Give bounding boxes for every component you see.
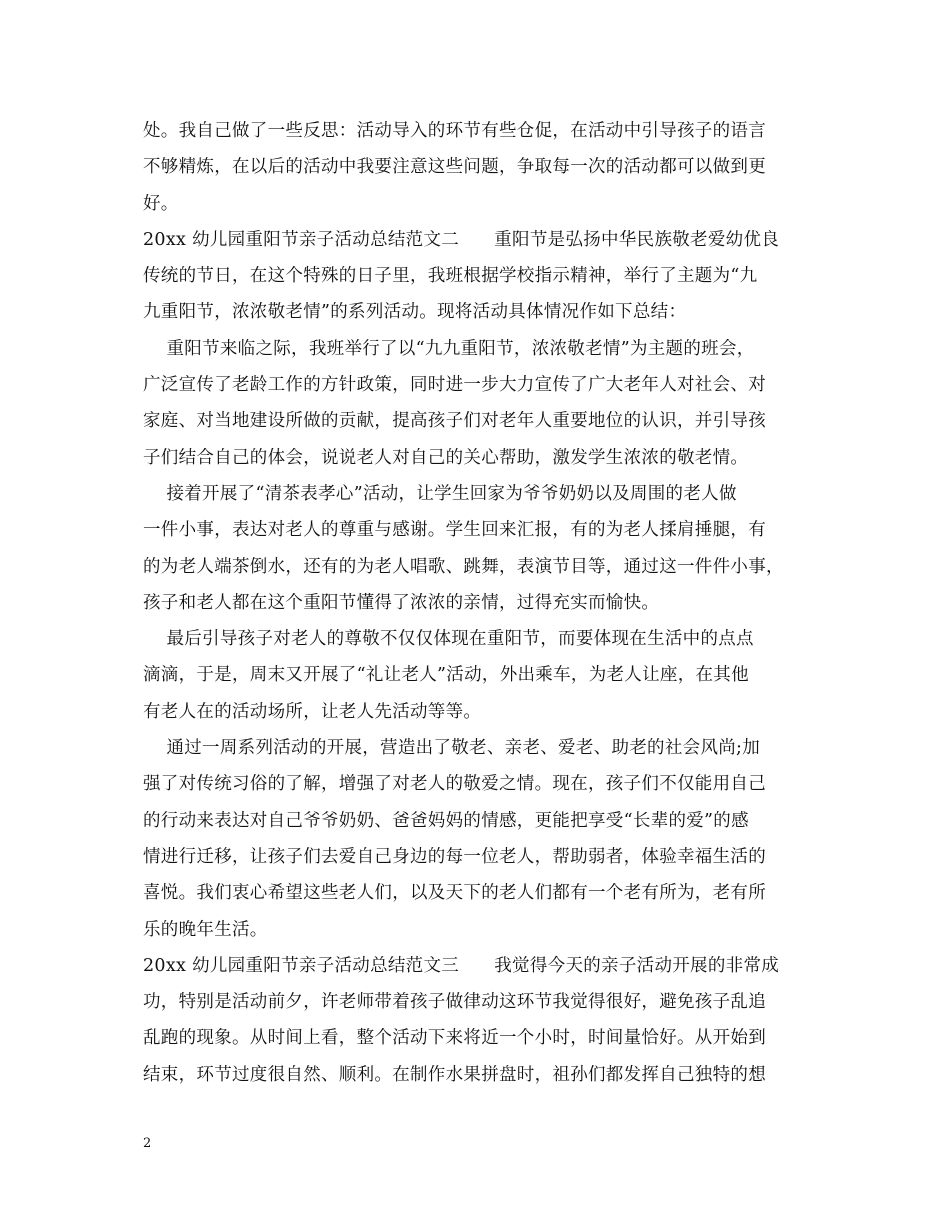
page-number: 2 xyxy=(143,1136,152,1151)
text-line: 接着开展了“清茶表孝心”活动，让学生回家为爷爷奶奶以及周围的老人做 xyxy=(143,483,737,504)
text-line: 强了对传统习俗的了解，增强了对老人的敬爱之情。现在，孩子们不仅能用自己 xyxy=(143,774,766,795)
text-line: 有老人在的活动场所，让老人先活动等等。 xyxy=(143,701,482,722)
text-line: 乐的晚年生活。 xyxy=(143,919,268,940)
text-line: 广泛宣传了老龄工作的方针政策，同时进一步大力宣传了广大老年人对社会、对 xyxy=(143,375,766,396)
text-line: 一件小事，表达对老人的尊重与感谢。学生回来汇报，有的为老人揉肩捶腿，有 xyxy=(143,520,766,541)
text-line: 不够精炼，在以后的活动中我要注意这些问题，争取每一次的活动都可以做到更 xyxy=(143,157,766,178)
text-line: 传统的节日，在这个特殊的日子里，我班根据学校指示精神，举行了主题为“九 xyxy=(143,266,758,287)
text-line: 好。 xyxy=(143,193,179,214)
text-line: 功，特别是活动前夕，许老师带着孩子做律动这环节我觉得很好，避免孩子乱追 xyxy=(143,992,766,1013)
text-line: 情进行迁移，让孩子们去爱自己身边的每一位老人，帮助弱者，体验幸福生活的 xyxy=(143,846,766,867)
text-line: 最后引导孩子对老人的尊敬不仅仅体现在重阳节，而要体现在生活中的点点 xyxy=(143,629,754,650)
text-line: 通过一周系列活动的开展，营造出了敬老、亲老、爱老、助老的社会风尚;加 xyxy=(143,738,761,759)
text-line: 喜悦。我们衷心希望这些老人们，以及天下的老人们都有一个老有所为，老有所 xyxy=(143,883,766,904)
text-line: 滴滴，于是，周末又开展了“礼让老人”活动，外出乘车，为老人让座，在其他 xyxy=(143,665,749,686)
text-line: 的为老人端茶倒水，还有的为老人唱歌、跳舞，表演节目等，通过这一件件小事， xyxy=(143,556,784,577)
text-line: 子们结合自己的体会，说说老人对自己的关心帮助，激发学生浓浓的敬老情。 xyxy=(143,447,749,468)
text-line: 家庭、对当地建设所做的贡献，提高孩子们对老年人重要地位的认识，并引导孩 xyxy=(143,411,766,432)
text-line: 重阳节来临之际，我班举行了以“九九重阳节，浓浓敬老情”为主题的班会， xyxy=(143,338,755,359)
text-line: 九重阳节，浓浓敬老情”的系列活动。现将活动具体情况作如下总结： xyxy=(143,302,687,323)
section-heading-line: 20xx 幼儿园重阳节亲子活动总结范文三 我觉得今天的亲子活动开展的非常成 xyxy=(143,955,780,976)
text-line: 乱跑的现象。从时间上看，整个活动下来将近一个小时，时间量恰好。从开始到 xyxy=(143,1028,766,1049)
section-heading-line: 20xx 幼儿园重阳节亲子活动总结范文二 重阳节是弘扬中华民族敬老爱幼优良 xyxy=(143,229,780,250)
text-line: 结束，环节过度很自然、顺利。在制作水果拼盘时，祖孙们都发挥自己独特的想 xyxy=(143,1064,766,1085)
text-line: 孩子和老人都在这个重阳节懂得了浓浓的亲情，过得充实而愉快。 xyxy=(143,592,660,613)
body-text xyxy=(143,113,811,1093)
text-line: 的行动来表达对自己爷爷奶奶、爸爸妈妈的情感，更能把享受“长辈的爱”的感 xyxy=(143,810,749,831)
text-line: 处。我自己做了一些反思：活动导入的环节有些仓促，在活动中引导孩子的语言 xyxy=(143,121,766,141)
